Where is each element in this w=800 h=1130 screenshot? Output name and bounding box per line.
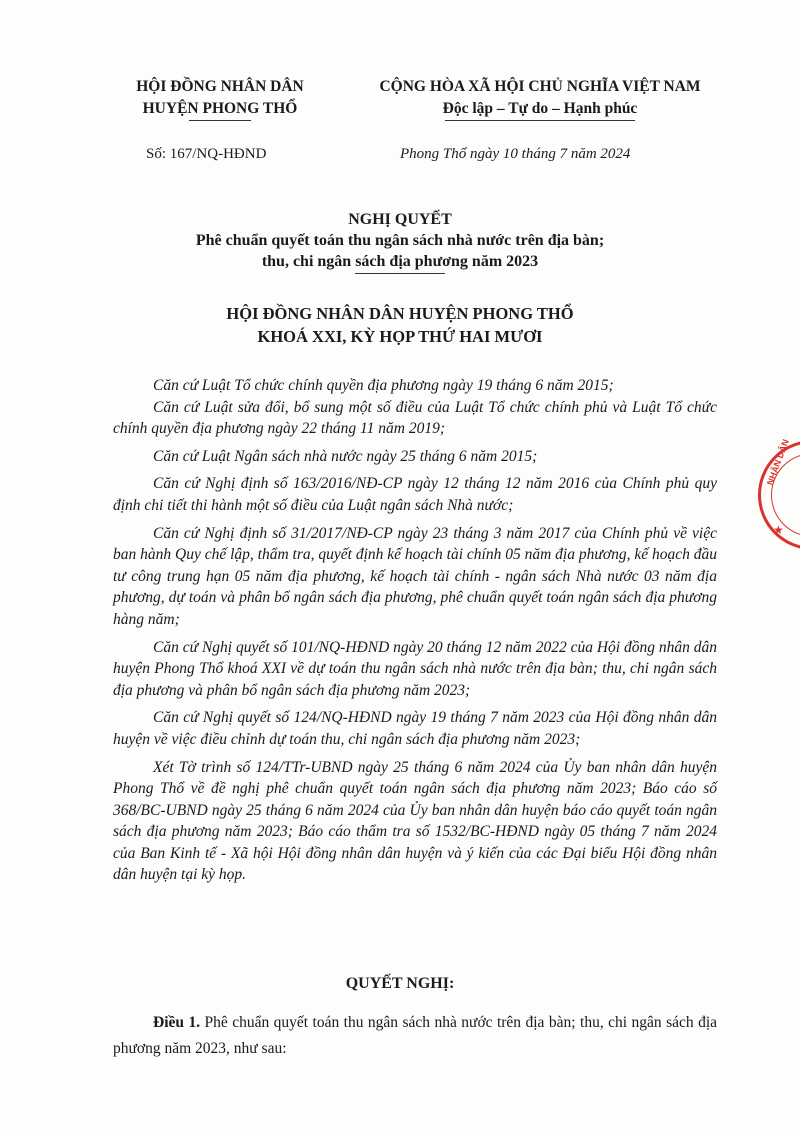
title-line-2: thu, chi ngân sách địa phương năm 2023 <box>261 253 539 270</box>
issuer-block <box>110 76 330 121</box>
resolution-title <box>0 210 800 274</box>
issuer-line-2: HUYỆN PHONG THỔ <box>142 100 298 117</box>
council-session: KHOÁ XXI, KỲ HỌP THỨ HAI MƯƠI <box>257 327 543 346</box>
document-header <box>0 76 800 176</box>
document-date: Phong Thổ ngày 10 tháng 7 năm 2024 <box>400 146 631 162</box>
national-motto-block <box>330 76 750 121</box>
country-name: CỘNG HÒA XÃ HỘI CHỦ NGHĨA VIỆT NAM <box>379 78 701 95</box>
decision-heading: QUYẾT NGHỊ: <box>345 975 455 992</box>
preamble <box>113 375 717 892</box>
preamble-item: Căn cứ Nghị quyết số 124/NQ-HĐND ngày 19 tháng 7 năm 2023 của Hội đồng nhân dân huyện về việc điều chỉnh dự toán thu, chi ngân sách địa phương năm 2023; <box>113 709 717 748</box>
seal-text: NHÂN DÂN <box>765 437 791 487</box>
document-type: NGHỊ QUYẾT <box>348 211 452 228</box>
council-name: HỘI ĐỒNG NHÂN DÂN HUYỆN PHONG THỔ <box>226 304 574 323</box>
article-1-label: Điều 1. <box>153 1014 201 1031</box>
issuer-line-1: HỘI ĐỒNG NHÂN DÂN <box>136 78 304 95</box>
preamble-item: Căn cứ Luật Tổ chức chính quyền địa phương ngày 19 tháng 6 năm 2015; <box>153 377 614 394</box>
issuer-underline <box>189 120 251 121</box>
title-line-1: Phê chuẩn quyết toán thu ngân sách nhà nước trên địa bàn; <box>195 232 605 249</box>
title-underline <box>355 273 445 274</box>
preamble-item: Căn cứ Luật Ngân sách nhà nước ngày 25 tháng 6 năm 2015; <box>153 447 538 465</box>
preamble-item: Căn cứ Nghị định số 163/2016/NĐ-CP ngày 12 tháng 12 năm 2016 của Chính phủ quy định chi tiết thi hành một số điều của Luật ngân sách Nhà nước; <box>113 475 717 514</box>
preamble-item: Căn cứ Luật sửa đổi, bổ sung một số điều của Luật Tổ chức chính phủ và Luật Tổ chức chính quyền địa phương ngày 22 tháng 11 năm 2019; <box>113 398 717 438</box>
preamble-item: Căn cứ Nghị quyết số 101/NQ-HĐND ngày 20 tháng 12 năm 2022 của Hội đồng nhân dân huyện Phong Thổ khoá XXI về dự toán thu ngân sách nhà nước trên địa bàn; thu, chi ngân sách địa phương và phân bổ ngân sách địa phương năm 2023; <box>113 638 717 699</box>
motto-underline <box>445 120 635 121</box>
star-icon: ★ <box>773 523 784 537</box>
red-seal-stamp <box>758 437 800 550</box>
preamble-item: Xét Tờ trình số 124/TTr-UBND ngày 25 tháng 6 năm 2024 của Ủy ban nhân dân huyện Phong Thổ về đề nghị phê chuẩn quyết toán ngân sách địa phương năm 2023; Báo cáo số 368/BC-UBND ngày 25 tháng 6 năm 2024 của Ủy ban nhân dân huyện báo cáo quyết toán ngân sách địa phương năm 2023; Báo cáo thẩm tra số 1532/BC-HĐND ngày 05 tháng 7 năm 2024 của Ban Kinh tế - Xã hội Hội đồng nhân dân huyện và ý kiến của các Đại biểu Hội đồng nhân dân huyện tại kỳ họp. <box>113 758 717 884</box>
motto: Độc lập – Tự do – Hạnh phúc <box>442 100 638 117</box>
document-number: Số: 167/NQ-HĐND <box>146 146 267 162</box>
preamble-item: Căn cứ Nghị định số 31/2017/NĐ-CP ngày 23 tháng 3 năm 2017 của Chính phủ về việc ban hành Quy chế lập, thẩm tra, quyết định kế hoạch tài chính 05 năm địa phương, kế hoạch đầu tư công trung hạn 05 năm địa phương, kế hoạch tài chính - ngân sách Nhà nước 03 năm địa phương, dự toán và phân bổ ngân sách địa phương, phê chuẩn quyết toán ngân sách địa phương hàng năm; <box>113 524 717 628</box>
article-1 <box>113 1010 717 1062</box>
council-heading <box>0 302 800 348</box>
article-1-text: Phê chuẩn quyết toán thu ngân sách nhà nước trên địa bàn; thu, chi ngân sách địa phương năm 2023, như sau: <box>113 1014 717 1057</box>
